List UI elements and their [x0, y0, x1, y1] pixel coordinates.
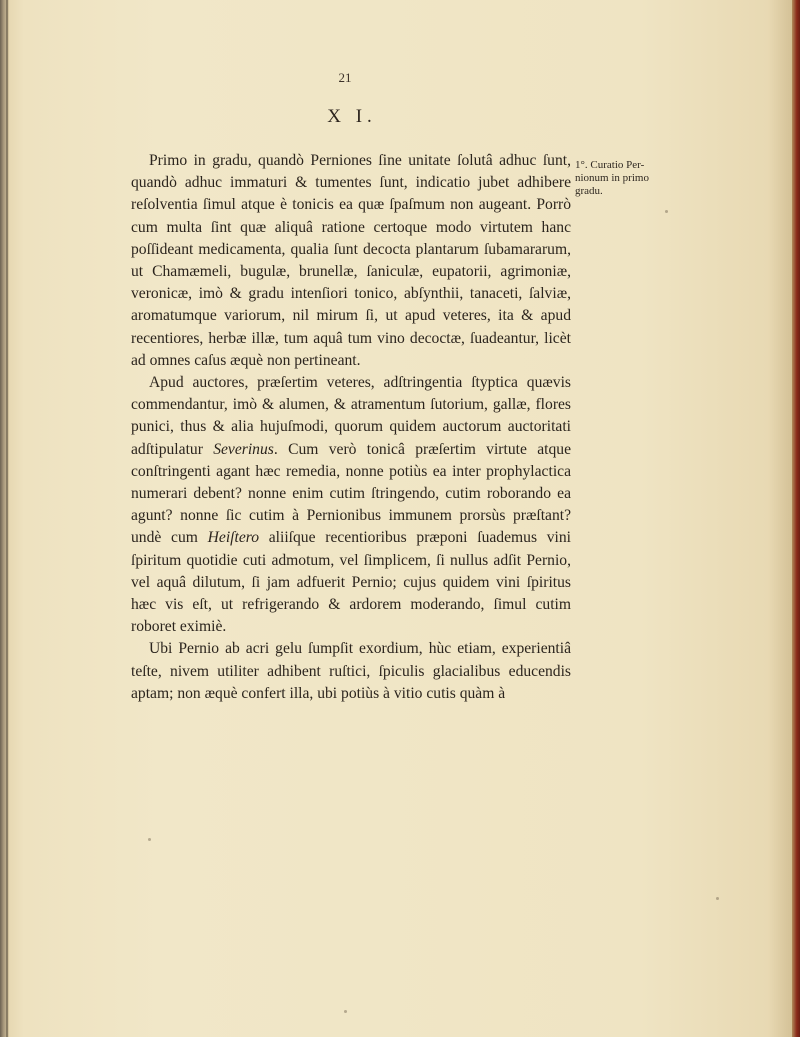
author-name-severinus: Severinus: [213, 440, 274, 458]
margin-note-line-2: nionum in primo: [575, 172, 649, 184]
paragraph-2-text-c: aliiſque recentioribus præponi ſuademus vini ſpiritum quotidie cuti admotum, vel ſimplicem, ſi nullus adſit Pernio, vel aquâ dilutum, ſi jam adfuerit Pernio; cujus quidem vini ſpiritus hæc vis eſt, ut refrigerando & ardorem moderando, ſimul cutim roboret eximiè.: [131, 529, 572, 636]
margin-note: [575, 159, 687, 198]
margin-note-line-3: gradu.: [575, 185, 603, 197]
paragraph-1: Primo in gradu, quandò Perniones ſine unitate ſolutâ adhuc ſunt, quandò adhuc immaturi & tumentes ſunt, indicatio jubet adhibere reſolventia ſimul atque è tonicis ea quæ ſpaſmum non augeant. Porrò cum multa ſint quæ aliquâ ratione certoque modo virtutem hanc poſſideant medicamenta, qualia ſunt decocta plantarum ſubamararum, ut Chamæmeli, bugulæ, brunellæ, ſaniculæ, eupatorii, agrimoniæ, veronicæ, imò & gradu intenſiori tonico, abſynthii, tanaceti, ſalviæ, aromatumque variorum, nil mirum ſi, ut apud veteres, ita & apud recentiores, herbæ illæ, tum aquâ tum vino decoctæ, ſuadeantur, licèt ad omnes caſus æquè non pertineant.: [131, 152, 571, 369]
paragraph-3: Ubi Pernio ab acri gelu ſumpſit exordium, hùc etiam, experientiâ teſte, nivem utiliter adhibent ruſtici, ſpiculis glacialibus educendis aptam; non æquè confert illa, ubi potiùs à vitio cutis quàm à: [131, 640, 571, 702]
paragraph-2-text-a: Apud auctores, præſertim veteres, adſtringentia ſtyptica quævis commendantur, imò & alumen, & atramentum ſutorium, gallæ, flores punici, thus & alia hujuſmodi, quorum quidem auctorum auctoritati adſtipulatur: [131, 374, 571, 458]
paper-speck: [716, 897, 719, 900]
paragraph-2-text-b: . Cum verò tonicâ præſertim virtute atque conſtringenti agant hæc remedia, nonne potiùs ea inter prophylactica numerari debent? nonne enim cutim ſtringendo, cutim roborando ea agunt? nonne ſic cutim à Pernionibus immunem prorsùs præſtant? undè cum: [131, 440, 571, 547]
paper-speck: [665, 210, 668, 213]
margin-note-line-1: 1°. Curatio Per-: [575, 159, 645, 171]
page-number: 21: [338, 70, 352, 85]
body-text: [131, 150, 571, 705]
paragraph-2: [131, 372, 571, 638]
binding-edge-line: [6, 0, 8, 1037]
paper-speck: [344, 1010, 347, 1013]
paper-speck: [148, 838, 151, 841]
author-name-heistero: Heiſtero: [207, 529, 260, 547]
page-right-edge: [792, 0, 800, 1037]
section-title: X I.: [327, 106, 377, 127]
